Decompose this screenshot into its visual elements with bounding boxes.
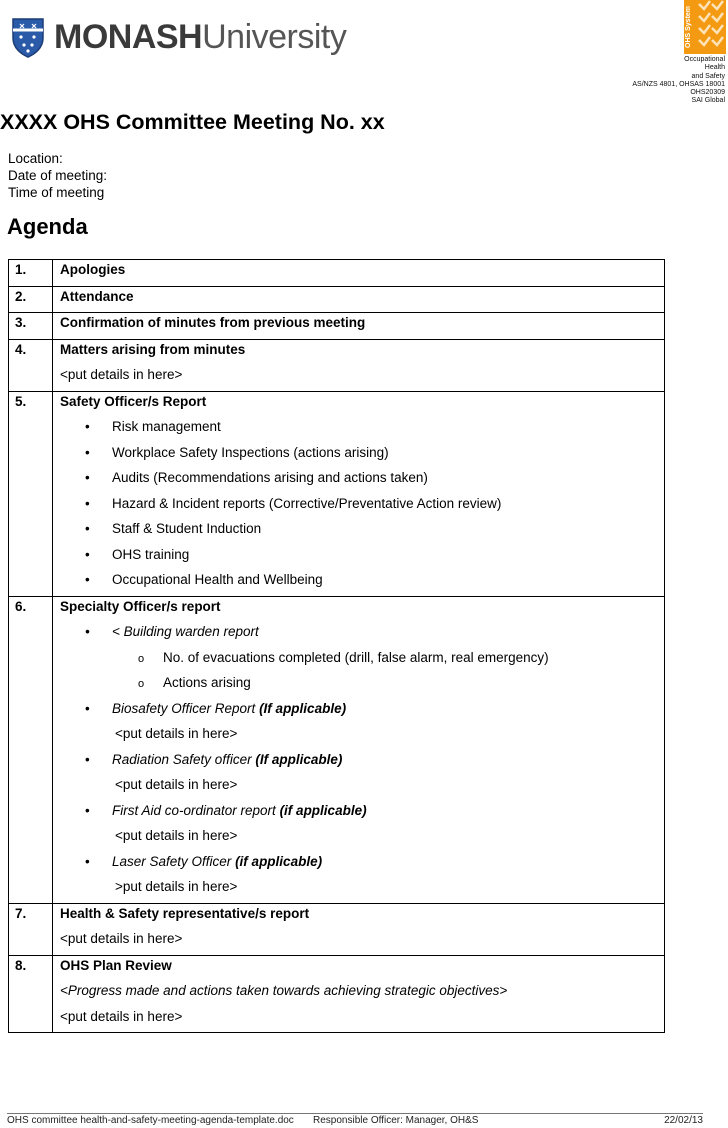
item-title: Specialty Officer/s report	[60, 598, 221, 614]
item-number: 3.	[9, 313, 53, 340]
certification-info	[632, 56, 725, 106]
item-number: 1.	[9, 260, 53, 287]
item-body	[53, 313, 665, 340]
footer-divider	[7, 1113, 703, 1114]
details-placeholder: <put details in here>	[60, 931, 183, 946]
item-number: 2.	[9, 286, 53, 313]
item-body	[53, 903, 665, 955]
sub-bullet-item: o No. of evacuations completed (drill, false alarm, real emergency)	[60, 648, 664, 674]
location-label: Location:	[8, 151, 63, 166]
footer-filename: OHS committee health-and-safety-meeting-agenda-template.doc	[7, 1115, 294, 1126]
logo-bold-text: MONASH	[54, 18, 203, 56]
details-placeholder: <put details in here>	[115, 777, 238, 792]
agenda-row	[9, 903, 665, 955]
agenda-row	[9, 313, 665, 340]
agenda-heading: Agenda	[7, 214, 88, 239]
item-number: 7.	[9, 903, 53, 955]
cert-line: Occupational	[684, 56, 725, 63]
cert-line: SAI Global	[691, 97, 725, 105]
bullet-item: • Audits (Recommendations arising and actions taken)	[60, 468, 664, 494]
bullet-item: • Biosafety Officer Report (If applicable)	[60, 699, 664, 725]
item-number: 5.	[9, 391, 53, 596]
bullet-item: • Risk management	[60, 417, 664, 443]
details-placeholder: <put details in here>	[60, 1008, 183, 1024]
agenda-table	[8, 259, 665, 1033]
item-body	[53, 955, 665, 1033]
details-placeholder: <put details in here>	[115, 726, 238, 741]
item-title: Health & Safety representative/s report	[60, 905, 310, 921]
bullet-item: • First Aid co-ordinator report (if applicable)	[60, 801, 664, 827]
monash-crest-icon	[10, 16, 46, 58]
date-label: Date of meeting:	[8, 168, 108, 183]
item-number: 8.	[9, 955, 53, 1033]
agenda-row	[9, 596, 665, 903]
document-title: XXXX OHS Committee Meeting No. xx	[0, 110, 385, 134]
agenda-row	[9, 339, 665, 391]
cert-line: Health	[704, 64, 725, 72]
agenda-row	[9, 286, 665, 313]
details-placeholder: <put details in here>	[115, 828, 238, 843]
bullet-item: • Laser Safety Officer (if applicable)	[60, 852, 664, 878]
item-body	[53, 286, 665, 313]
bullet-item: • Staff & Student Induction	[60, 519, 664, 545]
cert-line: AS/NZS 4801, OHSAS 18001	[632, 80, 725, 88]
item-body	[53, 260, 665, 287]
time-label: Time of meeting	[8, 185, 105, 200]
item-number: 4.	[9, 339, 53, 391]
cert-line: and Safety	[691, 72, 725, 80]
badge-text: OHS System	[685, 5, 692, 49]
item-title: Attendance	[60, 288, 134, 304]
logo-light-text: University	[202, 18, 347, 56]
footer-date: 22/02/13	[664, 1115, 703, 1126]
checkmark-pattern-icon	[698, 0, 726, 54]
sub-bullet-item: o Actions arising	[60, 673, 664, 699]
agenda-row	[9, 260, 665, 287]
agenda-row	[9, 955, 665, 1033]
item-title: Safety Officer/s Report	[60, 393, 207, 409]
bullet-item: • Workplace Safety Inspections (actions arising)	[60, 443, 664, 469]
item-title: Matters arising from minutes	[60, 341, 246, 357]
item-body	[53, 596, 665, 903]
footer-responsible-officer: Responsible Officer: Manager, OH&S	[313, 1115, 479, 1126]
logo-wordmark	[54, 17, 346, 57]
item-body	[53, 391, 665, 596]
cert-line: OHS20309	[690, 89, 725, 97]
bullet-item: • Radiation Safety officer (If applicable)	[60, 750, 664, 776]
ohs-system-badge	[684, 0, 726, 54]
item-title: Confirmation of minutes from previous meeting	[60, 315, 366, 330]
item-title: OHS Plan Review	[60, 957, 172, 973]
bullet-item: • Occupational Health and Wellbeing	[60, 570, 664, 596]
agenda-row	[9, 391, 665, 596]
details-placeholder: >put details in here>	[115, 879, 238, 894]
item-number: 6.	[9, 596, 53, 903]
monash-logo	[10, 16, 346, 58]
item-body	[53, 339, 665, 391]
details-placeholder: <put details in here>	[60, 367, 183, 382]
meeting-meta	[8, 150, 107, 201]
bullet-item: • OHS training	[60, 545, 664, 571]
bullet-item: • < Building warden report	[60, 622, 664, 648]
item-title: Apologies	[60, 262, 126, 277]
progress-placeholder: <Progress made and actions taken towards achieving strategic objectives>	[60, 983, 508, 998]
bullet-item: • Hazard & Incident reports (Corrective/Preventative Action review)	[60, 494, 664, 520]
